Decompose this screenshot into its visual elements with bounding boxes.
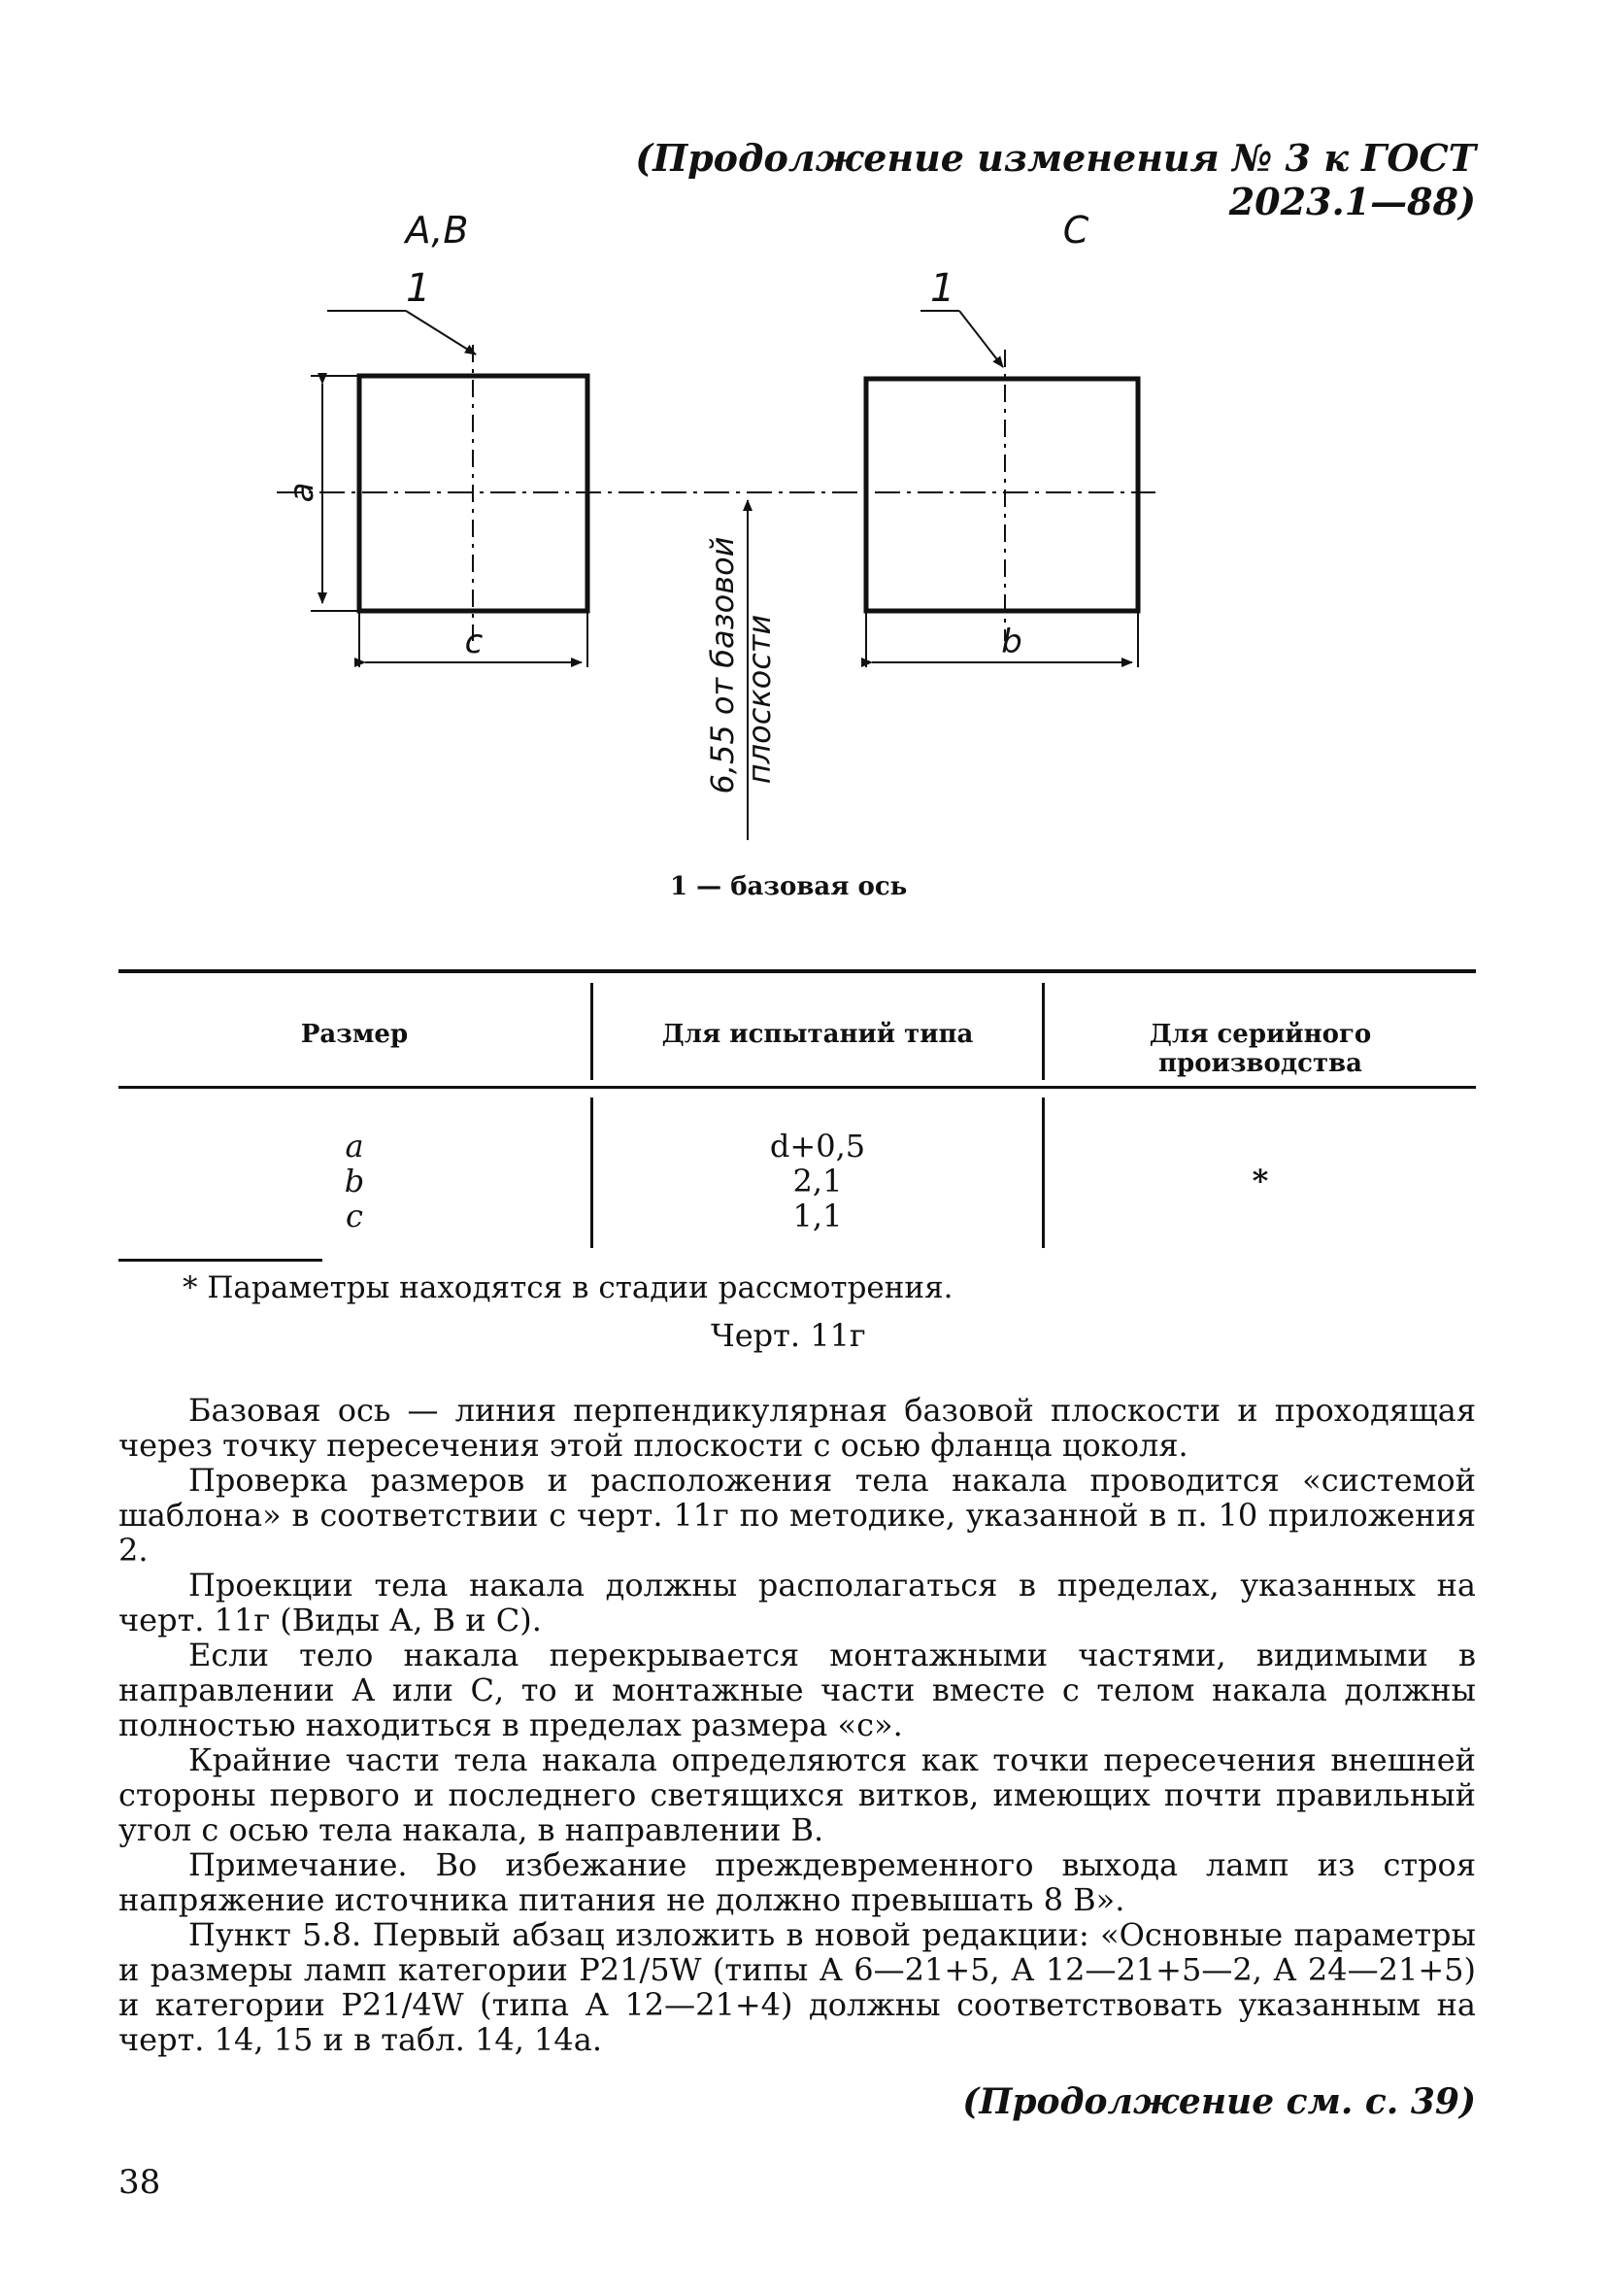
paragraph: Если тело накала перекрывается монтажными частями, видимыми в направлении А или С, то и монтажные части вместе с телом накала должны полностью находиться в пределах размера «с». (118, 1637, 1476, 1743)
view-ab-label: A,B (405, 209, 469, 252)
table-top-rule (118, 969, 1476, 973)
base-plane-label-2: плоскости (741, 614, 778, 785)
table-header-type-test: Для испытаний типа (661, 1020, 974, 1049)
base-plane-label-1: 6,55 от базовой (704, 536, 741, 794)
table-header-size: Размер (300, 1020, 409, 1049)
table-cell: d+0,5 (769, 1128, 866, 1165)
page-number: 38 (118, 2163, 161, 2202)
continuation-note: (Продолжение см. с. 39) (962, 2081, 1476, 2122)
dim-a-label: a (283, 482, 321, 503)
footnote: * Параметры находятся в стадии рассмотрения. (183, 1270, 954, 1305)
paragraph: Базовая ось — линия перпендикулярная базовой плоскости и проходящая через точку пересечения этой плоскости с осью фланца цоколя. (118, 1392, 1476, 1464)
table-cell-serial: * (1252, 1163, 1269, 1199)
paragraph: Примечание. Во избежание преждевременного выхода ламп из строя напряжение источника питания не должно превышать 8 В». (118, 1846, 1476, 1918)
footnote-separator (118, 1259, 322, 1262)
table-header-serial: Для серийного производства (1149, 1020, 1372, 1078)
view-c-label: C (1062, 209, 1089, 252)
table-cell: 2,1 (792, 1163, 843, 1199)
figure-caption: Черт. 11г (711, 1317, 866, 1354)
table-col-type-test (593, 1129, 1042, 1233)
leader-c (959, 311, 1003, 367)
table-header-rule (118, 1086, 1476, 1089)
filament-drawing (283, 209, 1311, 869)
paragraph: Пункт 5.8. Первый абзац изложить в новой редакции: «Основные параметры и размеры ламп категории P21/5W (типы А 6—21+5, А 12—21+5—2, А 24—21+5) и категории P21/4W (типа А 12—21+4) должны соответствовать указанным на черт. 14, 15 и в табл. 14, 14а. (118, 1916, 1476, 2058)
callout-1-ab: 1 (406, 266, 431, 311)
leader-ab (406, 311, 476, 355)
dim-b-label: b (1001, 623, 1022, 661)
table-col-size (118, 1129, 590, 1233)
page-header: (Продолжение изменения № 3 к ГОСТ 2023.1—88) (635, 136, 1476, 223)
paragraph: Проверка размеров и расположения тела накала проводится «системой шаблона» в соответствии с черт. 11г по методике, указанной в п. 10 приложения 2. (118, 1462, 1476, 1569)
table-cell: a (345, 1128, 364, 1165)
table-cell: c (346, 1198, 363, 1234)
paragraph: Крайние части тела накала определяются как точки пересечения внешней стороны первого и последнего светящихся витков, имеющих почти правильный угол с осью тела накала, в направлении В. (118, 1741, 1476, 1848)
drawing-legend: 1 — базовая ось (670, 872, 908, 901)
table-cell: b (344, 1163, 365, 1199)
table-cell: 1,1 (792, 1198, 843, 1234)
dim-c-label: c (464, 623, 484, 661)
paragraph: Проекции тела накала должны располагаться в пределах, указанных на черт. 11г (Виды А, В и С). (118, 1567, 1476, 1638)
filament-rect-c (866, 379, 1138, 611)
body-text (118, 1393, 1476, 2057)
callout-1-c: 1 (930, 266, 955, 311)
